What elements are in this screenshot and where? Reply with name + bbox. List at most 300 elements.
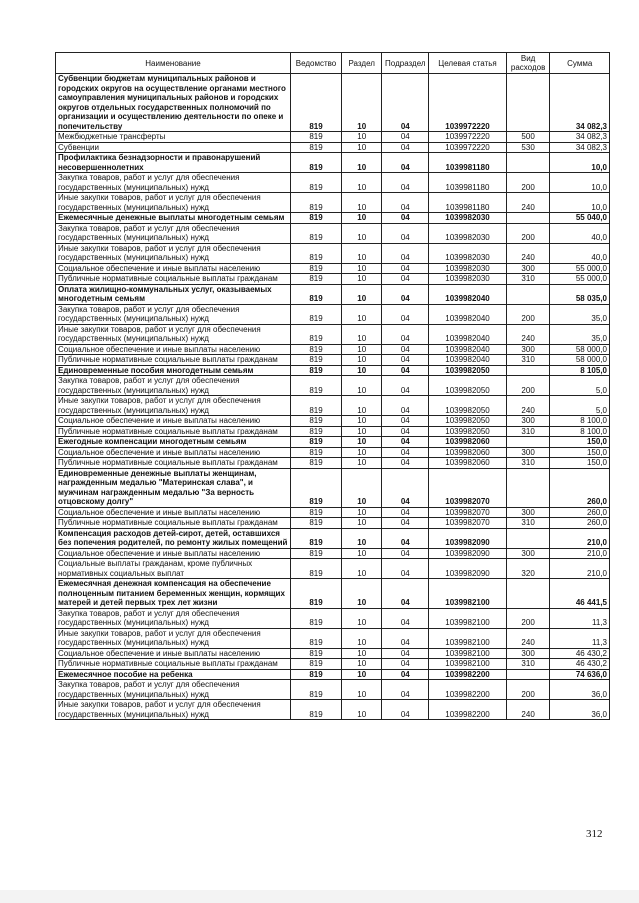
cell-section: 10: [342, 437, 382, 448]
cell-name: Закупка товаров, работ и услуг для обеспечения государственных (муниципальных) нужд: [56, 223, 291, 243]
cell-target-article: 1039982100: [429, 628, 507, 648]
cell-amount: 150,0: [550, 458, 610, 469]
cell-section: 10: [342, 416, 382, 427]
cell-amount: 210,0: [550, 559, 610, 579]
cell-amount: 55 000,0: [550, 274, 610, 285]
cell-subsection: 04: [382, 274, 429, 285]
cell-amount: 150,0: [550, 447, 610, 458]
cell-expense-type: [506, 579, 550, 609]
cell-expense-type: 240: [506, 193, 550, 213]
cell-amount: 11,3: [550, 628, 610, 648]
cell-name: Публичные нормативные социальные выплаты гражданам: [56, 426, 291, 437]
table-row: [56, 608, 610, 628]
cell-name: Социальное обеспечение и иные выплаты населению: [56, 416, 291, 427]
cell-target-article: 1039982100: [429, 659, 507, 670]
cell-section: 10: [342, 648, 382, 659]
cell-expense-type: 300: [506, 507, 550, 518]
cell-name: Закупка товаров, работ и услуг для обеспечения государственных (муниципальных) нужд: [56, 608, 291, 628]
cell-expense-type: 240: [506, 628, 550, 648]
cell-target-article: 1039982040: [429, 324, 507, 344]
cell-name: Закупка товаров, работ и услуг для обеспечения государственных (муниципальных) нужд: [56, 680, 291, 700]
cell-department: 819: [290, 153, 341, 173]
cell-section: 10: [342, 193, 382, 213]
table-row: [56, 528, 610, 548]
cell-expense-type: [506, 365, 550, 376]
cell-section: 10: [342, 528, 382, 548]
table-row: [56, 344, 610, 355]
table-row: [56, 700, 610, 720]
page-number: 312: [586, 828, 603, 840]
cell-target-article: 1039982100: [429, 648, 507, 659]
cell-expense-type: 200: [506, 173, 550, 193]
cell-department: 819: [290, 608, 341, 628]
cell-department: 819: [290, 659, 341, 670]
table-row: [56, 416, 610, 427]
cell-expense-type: [506, 153, 550, 173]
cell-name: Закупка товаров, работ и услуг для обеспечения государственных (муниципальных) нужд: [56, 173, 291, 193]
cell-expense-type: 200: [506, 304, 550, 324]
cell-section: 10: [342, 468, 382, 507]
table-row: [56, 518, 610, 529]
cell-name: Социальные выплаты гражданам, кроме публичных нормативных социальных выплат: [56, 559, 291, 579]
cell-target-article: 1039982070: [429, 507, 507, 518]
table-row: [56, 274, 610, 285]
cell-subsection: 04: [382, 142, 429, 153]
cell-name: Иные закупки товаров, работ и услуг для обеспечения государственных (муниципальных) нужд: [56, 628, 291, 648]
cell-subsection: 04: [382, 396, 429, 416]
cell-section: 10: [342, 700, 382, 720]
cell-section: 10: [342, 304, 382, 324]
cell-section: 10: [342, 132, 382, 143]
cell-name: Профилактика безнадзорности и правонарушений несовершеннолетних: [56, 153, 291, 173]
cell-target-article: 1039982040: [429, 284, 507, 304]
cell-expense-type: 300: [506, 263, 550, 274]
cell-amount: 260,0: [550, 468, 610, 507]
header-expense-type: Вид расходов: [506, 53, 550, 74]
table-row: [56, 284, 610, 304]
table-row: [56, 659, 610, 670]
cell-section: 10: [342, 173, 382, 193]
cell-section: 10: [342, 559, 382, 579]
cell-amount: 74 636,0: [550, 669, 610, 680]
budget-table: [55, 52, 610, 720]
cell-amount: 8 100,0: [550, 416, 610, 427]
cell-section: 10: [342, 628, 382, 648]
cell-subsection: 04: [382, 173, 429, 193]
cell-subsection: 04: [382, 223, 429, 243]
cell-expense-type: [506, 468, 550, 507]
cell-subsection: 04: [382, 355, 429, 366]
table-row: [56, 142, 610, 153]
cell-subsection: 04: [382, 659, 429, 670]
cell-name: Иные закупки товаров, работ и услуг для обеспечения государственных (муниципальных) нужд: [56, 193, 291, 213]
cell-amount: 46 430,2: [550, 648, 610, 659]
cell-subsection: 04: [382, 153, 429, 173]
cell-expense-type: [506, 284, 550, 304]
cell-target-article: 1039982090: [429, 548, 507, 559]
cell-subsection: 04: [382, 447, 429, 458]
table-row: [56, 355, 610, 366]
cell-expense-type: [506, 213, 550, 224]
cell-department: 819: [290, 263, 341, 274]
scan-bottom-edge: [0, 890, 639, 903]
cell-target-article: 1039982100: [429, 579, 507, 609]
cell-section: 10: [342, 669, 382, 680]
cell-department: 819: [290, 458, 341, 469]
cell-department: 819: [290, 355, 341, 366]
cell-section: 10: [342, 447, 382, 458]
cell-department: 819: [290, 304, 341, 324]
cell-subsection: 04: [382, 579, 429, 609]
cell-name: Иные закупки товаров, работ и услуг для обеспечения государственных (муниципальных) нужд: [56, 396, 291, 416]
cell-subsection: 04: [382, 132, 429, 143]
table-row: [56, 365, 610, 376]
cell-subsection: 04: [382, 344, 429, 355]
cell-expense-type: 200: [506, 223, 550, 243]
cell-department: 819: [290, 447, 341, 458]
cell-expense-type: [506, 74, 550, 132]
cell-amount: 58 000,0: [550, 355, 610, 366]
cell-section: 10: [342, 243, 382, 263]
cell-amount: 10,0: [550, 153, 610, 173]
cell-department: 819: [290, 437, 341, 448]
cell-subsection: 04: [382, 548, 429, 559]
cell-department: 819: [290, 132, 341, 143]
cell-name: Ежемесячные денежные выплаты многодетным семьям: [56, 213, 291, 224]
cell-subsection: 04: [382, 263, 429, 274]
cell-section: 10: [342, 355, 382, 366]
cell-expense-type: 310: [506, 274, 550, 285]
cell-section: 10: [342, 608, 382, 628]
cell-department: 819: [290, 344, 341, 355]
cell-section: 10: [342, 153, 382, 173]
table-row: [56, 213, 610, 224]
cell-expense-type: 310: [506, 518, 550, 529]
cell-amount: 46 441,5: [550, 579, 610, 609]
cell-amount: 8 105,0: [550, 365, 610, 376]
cell-amount: 260,0: [550, 518, 610, 529]
cell-target-article: 1039981180: [429, 173, 507, 193]
cell-target-article: 1039982200: [429, 669, 507, 680]
cell-name: Социальное обеспечение и иные выплаты населению: [56, 344, 291, 355]
cell-expense-type: 310: [506, 355, 550, 366]
table-row: [56, 74, 610, 132]
cell-name: Социальное обеспечение и иные выплаты населению: [56, 648, 291, 659]
cell-section: 10: [342, 284, 382, 304]
cell-target-article: 1039982060: [429, 447, 507, 458]
table-row: [56, 447, 610, 458]
cell-expense-type: 200: [506, 376, 550, 396]
cell-subsection: 04: [382, 324, 429, 344]
table-row: [56, 680, 610, 700]
table-row: [56, 304, 610, 324]
cell-section: 10: [342, 548, 382, 559]
cell-target-article: 1039982060: [429, 437, 507, 448]
cell-department: 819: [290, 426, 341, 437]
cell-subsection: 04: [382, 628, 429, 648]
cell-section: 10: [342, 223, 382, 243]
cell-section: 10: [342, 376, 382, 396]
cell-amount: 35,0: [550, 304, 610, 324]
table-row: [56, 548, 610, 559]
cell-department: 819: [290, 468, 341, 507]
cell-name: Закупка товаров, работ и услуг для обеспечения государственных (муниципальных) нужд: [56, 376, 291, 396]
cell-amount: 36,0: [550, 680, 610, 700]
cell-amount: 210,0: [550, 548, 610, 559]
cell-amount: 35,0: [550, 324, 610, 344]
table-row: [56, 468, 610, 507]
cell-amount: 5,0: [550, 376, 610, 396]
cell-target-article: 1039982090: [429, 559, 507, 579]
table-row: [56, 324, 610, 344]
cell-amount: 55 000,0: [550, 263, 610, 274]
cell-subsection: 04: [382, 304, 429, 324]
header-amount: Сумма: [550, 53, 610, 74]
cell-target-article: 1039972220: [429, 132, 507, 143]
cell-department: 819: [290, 365, 341, 376]
cell-name: Социальное обеспечение и иные выплаты населению: [56, 507, 291, 518]
cell-subsection: 04: [382, 518, 429, 529]
cell-expense-type: 240: [506, 324, 550, 344]
header-department: Ведомство: [290, 53, 341, 74]
cell-target-article: 1039982030: [429, 274, 507, 285]
cell-section: 10: [342, 426, 382, 437]
cell-department: 819: [290, 700, 341, 720]
cell-name: Социальное обеспечение и иные выплаты населению: [56, 548, 291, 559]
cell-name: Единовременные денежные выплаты женщинам, награжденным медалью "Материнская слава", и мужчинам награжденным медалью "За верность отцовскому долгу": [56, 468, 291, 507]
cell-section: 10: [342, 659, 382, 670]
cell-department: 819: [290, 579, 341, 609]
cell-name: Иные закупки товаров, работ и услуг для обеспечения государственных (муниципальных) нужд: [56, 243, 291, 263]
cell-expense-type: 300: [506, 648, 550, 659]
cell-subsection: 04: [382, 426, 429, 437]
cell-name: Субвенции бюджетам муниципальных районов и городских округов на осуществление органами местного самоуправления муниципальных районов и городских округов отдельных государственных полномочий по организации и осуществлению деятельности по опеке и попечительству: [56, 74, 291, 132]
cell-department: 819: [290, 74, 341, 132]
cell-target-article: 1039982030: [429, 223, 507, 243]
cell-amount: 8 100,0: [550, 426, 610, 437]
cell-subsection: 04: [382, 213, 429, 224]
cell-subsection: 04: [382, 284, 429, 304]
cell-department: 819: [290, 193, 341, 213]
cell-department: 819: [290, 243, 341, 263]
cell-target-article: 1039982050: [429, 416, 507, 427]
cell-department: 819: [290, 396, 341, 416]
cell-section: 10: [342, 365, 382, 376]
cell-target-article: 1039982050: [429, 426, 507, 437]
cell-expense-type: 200: [506, 680, 550, 700]
cell-target-article: 1039982050: [429, 396, 507, 416]
cell-name: Публичные нормативные социальные выплаты гражданам: [56, 274, 291, 285]
cell-amount: 10,0: [550, 173, 610, 193]
cell-section: 10: [342, 213, 382, 224]
cell-name: Оплата жилищно-коммунальных услуг, оказываемых многодетным семьям: [56, 284, 291, 304]
table-row: [56, 458, 610, 469]
cell-section: 10: [342, 344, 382, 355]
cell-expense-type: [506, 528, 550, 548]
cell-subsection: 04: [382, 74, 429, 132]
cell-expense-type: [506, 437, 550, 448]
cell-department: 819: [290, 416, 341, 427]
cell-expense-type: 300: [506, 344, 550, 355]
cell-target-article: 1039982040: [429, 304, 507, 324]
cell-subsection: 04: [382, 437, 429, 448]
table-row: [56, 243, 610, 263]
cell-name: Субвенции: [56, 142, 291, 153]
cell-amount: 5,0: [550, 396, 610, 416]
cell-subsection: 04: [382, 468, 429, 507]
cell-name: Публичные нормативные социальные выплаты гражданам: [56, 355, 291, 366]
cell-target-article: 1039982090: [429, 528, 507, 548]
cell-target-article: 1039982100: [429, 608, 507, 628]
cell-amount: 58 000,0: [550, 344, 610, 355]
cell-name: Компенсация расходов детей-сирот, детей, оставшихся без попечения родителей, по ремонту жилых помещений: [56, 528, 291, 548]
cell-amount: 11,3: [550, 608, 610, 628]
cell-subsection: 04: [382, 243, 429, 263]
cell-name: Иные закупки товаров, работ и услуг для обеспечения государственных (муниципальных) нужд: [56, 324, 291, 344]
cell-section: 10: [342, 396, 382, 416]
cell-expense-type: 530: [506, 142, 550, 153]
cell-amount: 10,0: [550, 193, 610, 213]
cell-amount: 34 082,3: [550, 74, 610, 132]
cell-subsection: 04: [382, 700, 429, 720]
cell-department: 819: [290, 680, 341, 700]
cell-name: Межбюджетные трансферты: [56, 132, 291, 143]
cell-subsection: 04: [382, 648, 429, 659]
cell-target-article: 1039981180: [429, 153, 507, 173]
cell-subsection: 04: [382, 193, 429, 213]
table-row: [56, 376, 610, 396]
cell-expense-type: 310: [506, 426, 550, 437]
cell-target-article: 1039982060: [429, 458, 507, 469]
table-header-row: [56, 53, 610, 74]
cell-target-article: 1039982200: [429, 700, 507, 720]
cell-department: 819: [290, 376, 341, 396]
cell-expense-type: 240: [506, 243, 550, 263]
cell-amount: 36,0: [550, 700, 610, 720]
cell-amount: 55 040,0: [550, 213, 610, 224]
cell-section: 10: [342, 507, 382, 518]
cell-section: 10: [342, 458, 382, 469]
cell-department: 819: [290, 173, 341, 193]
header-section: Раздел: [342, 53, 382, 74]
cell-department: 819: [290, 628, 341, 648]
cell-department: 819: [290, 274, 341, 285]
cell-expense-type: 300: [506, 548, 550, 559]
cell-name: Социальное обеспечение и иные выплаты населению: [56, 447, 291, 458]
table-row: [56, 426, 610, 437]
cell-department: 819: [290, 324, 341, 344]
cell-section: 10: [342, 579, 382, 609]
cell-name: Публичные нормативные социальные выплаты гражданам: [56, 659, 291, 670]
cell-name: Публичные нормативные социальные выплаты гражданам: [56, 458, 291, 469]
cell-subsection: 04: [382, 458, 429, 469]
cell-expense-type: 300: [506, 447, 550, 458]
cell-department: 819: [290, 213, 341, 224]
table-row: [56, 437, 610, 448]
cell-target-article: 1039982040: [429, 355, 507, 366]
cell-subsection: 04: [382, 507, 429, 518]
cell-amount: 34 082,3: [550, 132, 610, 143]
cell-target-article: 1039982070: [429, 468, 507, 507]
cell-section: 10: [342, 74, 382, 132]
cell-expense-type: 240: [506, 700, 550, 720]
table-row: [56, 193, 610, 213]
cell-target-article: 1039982050: [429, 376, 507, 396]
cell-department: 819: [290, 284, 341, 304]
cell-amount: 40,0: [550, 223, 610, 243]
cell-target-article: 1039982200: [429, 680, 507, 700]
cell-department: 819: [290, 507, 341, 518]
cell-amount: 40,0: [550, 243, 610, 263]
cell-department: 819: [290, 142, 341, 153]
cell-name: Ежемесячная денежная компенсация на обеспечение полноценным питанием беременных женщин, кормящих матерей и детей первых трех лет жизни: [56, 579, 291, 609]
cell-department: 819: [290, 518, 341, 529]
cell-expense-type: 500: [506, 132, 550, 143]
table-row: [56, 579, 610, 609]
cell-section: 10: [342, 324, 382, 344]
cell-department: 819: [290, 548, 341, 559]
header-name: Наименование: [56, 53, 291, 74]
cell-expense-type: 320: [506, 559, 550, 579]
table-row: [56, 559, 610, 579]
cell-section: 10: [342, 263, 382, 274]
cell-subsection: 04: [382, 376, 429, 396]
cell-subsection: 04: [382, 608, 429, 628]
table-row: [56, 173, 610, 193]
cell-target-article: 1039982070: [429, 518, 507, 529]
table-row: [56, 396, 610, 416]
cell-name: Социальное обеспечение и иные выплаты населению: [56, 263, 291, 274]
cell-amount: 150,0: [550, 437, 610, 448]
cell-expense-type: 240: [506, 396, 550, 416]
cell-target-article: 1039982040: [429, 344, 507, 355]
cell-name: Закупка товаров, работ и услуг для обеспечения государственных (муниципальных) нужд: [56, 304, 291, 324]
cell-target-article: 1039982030: [429, 213, 507, 224]
table-row: [56, 153, 610, 173]
cell-name: Единовременные пособия многодетным семьям: [56, 365, 291, 376]
cell-amount: 58 035,0: [550, 284, 610, 304]
cell-target-article: 1039982030: [429, 263, 507, 274]
table-row: [56, 223, 610, 243]
cell-expense-type: 310: [506, 458, 550, 469]
cell-target-article: 1039981180: [429, 193, 507, 213]
cell-name: Ежемесячное пособие на ребенка: [56, 669, 291, 680]
cell-department: 819: [290, 223, 341, 243]
table-row: [56, 507, 610, 518]
cell-name: Публичные нормативные социальные выплаты гражданам: [56, 518, 291, 529]
cell-amount: 210,0: [550, 528, 610, 548]
cell-subsection: 04: [382, 669, 429, 680]
table-row: [56, 132, 610, 143]
cell-section: 10: [342, 518, 382, 529]
cell-department: 819: [290, 669, 341, 680]
cell-amount: 46 430,2: [550, 659, 610, 670]
cell-name: Иные закупки товаров, работ и услуг для обеспечения государственных (муниципальных) нужд: [56, 700, 291, 720]
cell-target-article: 1039972220: [429, 142, 507, 153]
cell-section: 10: [342, 680, 382, 700]
table-row: [56, 648, 610, 659]
header-subsection: Подраздел: [382, 53, 429, 74]
table-body: [56, 74, 610, 720]
cell-section: 10: [342, 142, 382, 153]
header-target-article: Целевая статья: [429, 53, 507, 74]
cell-expense-type: 200: [506, 608, 550, 628]
table-row: [56, 628, 610, 648]
table-row: [56, 263, 610, 274]
cell-section: 10: [342, 274, 382, 285]
cell-target-article: 1039982030: [429, 243, 507, 263]
cell-subsection: 04: [382, 528, 429, 548]
